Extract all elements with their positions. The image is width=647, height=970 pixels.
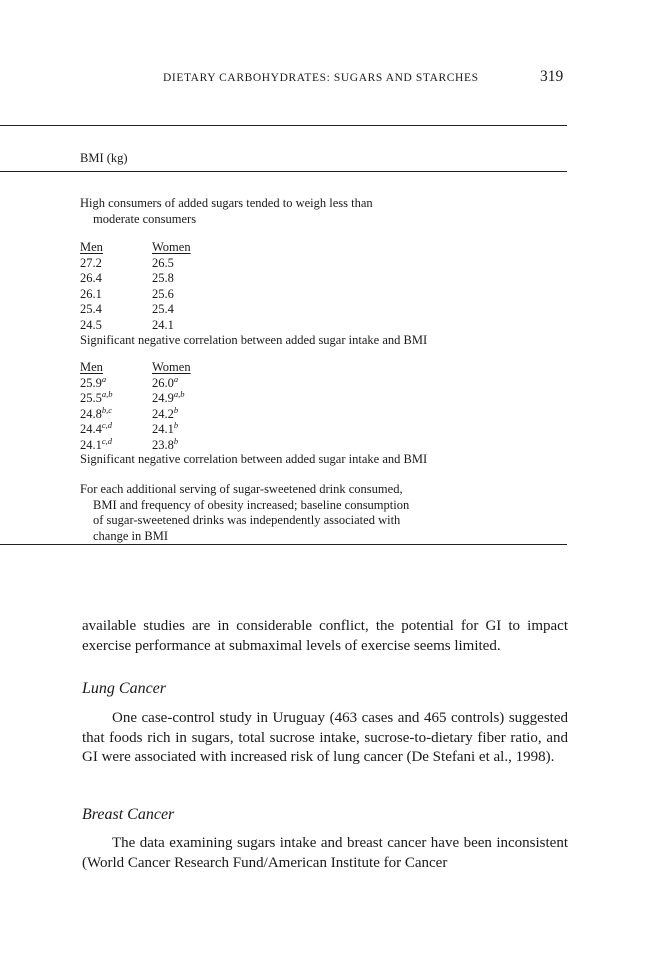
- women-label: Women: [152, 360, 191, 374]
- women-value: 25.8: [152, 271, 174, 285]
- table-column-header: BMI (kg): [80, 151, 128, 165]
- block3-note: [80, 482, 493, 544]
- men-value: 24.5: [80, 317, 102, 332]
- block1-note: [80, 196, 493, 227]
- block3-line: BMI and frequency of obesity increased; baseline consumption: [93, 497, 410, 512]
- table-header-rule: [0, 171, 567, 172]
- men-value: 26.4: [80, 271, 102, 285]
- block3-line: change in BMI: [93, 528, 168, 543]
- women-label: Women: [152, 240, 191, 254]
- block1-conclusion: Significant negative correlation between added sugar intake and BMI: [80, 333, 428, 347]
- men-value: 24.1$^{c,d}$: [80, 435, 113, 452]
- women-value: 26.5: [152, 255, 174, 270]
- block1-note-line2: moderate consumers: [93, 211, 197, 226]
- table-bottom-rule: [0, 544, 567, 545]
- men-value: 25.4: [80, 302, 102, 316]
- block1-women-column: [152, 240, 191, 333]
- men-label: Men: [80, 240, 103, 254]
- women-value: 26.0$^a$: [152, 373, 179, 390]
- block3-line: For each additional serving of sugar-sweetened drink consumed,: [80, 482, 403, 496]
- page-number: 319: [540, 68, 564, 85]
- men-value: 24.4$^{c,d}$: [80, 420, 113, 436]
- intro-paragraph: available studies are in considerable conflict, the potential for GI to impact exercise performance at submaximal levels of exercise seems limited.: [82, 618, 568, 654]
- men-value: 27.2: [80, 255, 102, 270]
- women-value: 25.4: [152, 302, 174, 316]
- men-value: 24.8$^{b,c}$: [80, 404, 113, 421]
- block2-conclusion: Significant negative correlation between added sugar intake and BMI: [80, 452, 428, 466]
- men-value: 25.9$^a$: [80, 373, 107, 390]
- block3-line: of sugar-sweetened drinks was independently associated with: [93, 513, 401, 527]
- block1-note-line1: High consumers of added sugars tended to weigh less than: [80, 196, 373, 210]
- block2-women-column: [152, 360, 191, 453]
- breast-cancer-heading: Breast Cancer: [82, 806, 175, 823]
- women-value: 24.9$^{a,b}$: [152, 389, 185, 405]
- women-value: 23.8$^b$: [152, 435, 179, 452]
- table-top-rule: [0, 125, 567, 126]
- breast-cancer-paragraph: The data examining sugars intake and breast cancer have been inconsistent (World Cancer Research Fund/American Institute for Cancer: [82, 835, 568, 871]
- women-value: 24.2$^b$: [152, 404, 179, 421]
- women-value: 25.6: [152, 286, 174, 301]
- men-value: 26.1: [80, 286, 102, 301]
- lung-cancer-paragraph: One case-control study in Uruguay (463 cases and 465 controls) suggested that foods rich in sugars, total sucrose intake, sucrose-to-dietary fiber ratio, and GI were associated with increased risk of lung cancer (De Stefani et al., 1998).: [82, 710, 568, 765]
- women-value: 24.1: [152, 317, 174, 332]
- block2-men-column: [80, 360, 113, 453]
- block1-men-column: [80, 240, 103, 333]
- men-value: 25.5$^{a,b}$: [80, 389, 113, 405]
- men-label: Men: [80, 360, 103, 374]
- lung-cancer-heading: Lung Cancer: [82, 680, 166, 697]
- running-title: DIETARY CARBOHYDRATES: SUGARS AND STARCHES: [163, 72, 479, 84]
- women-value: 24.1$^b$: [152, 420, 179, 436]
